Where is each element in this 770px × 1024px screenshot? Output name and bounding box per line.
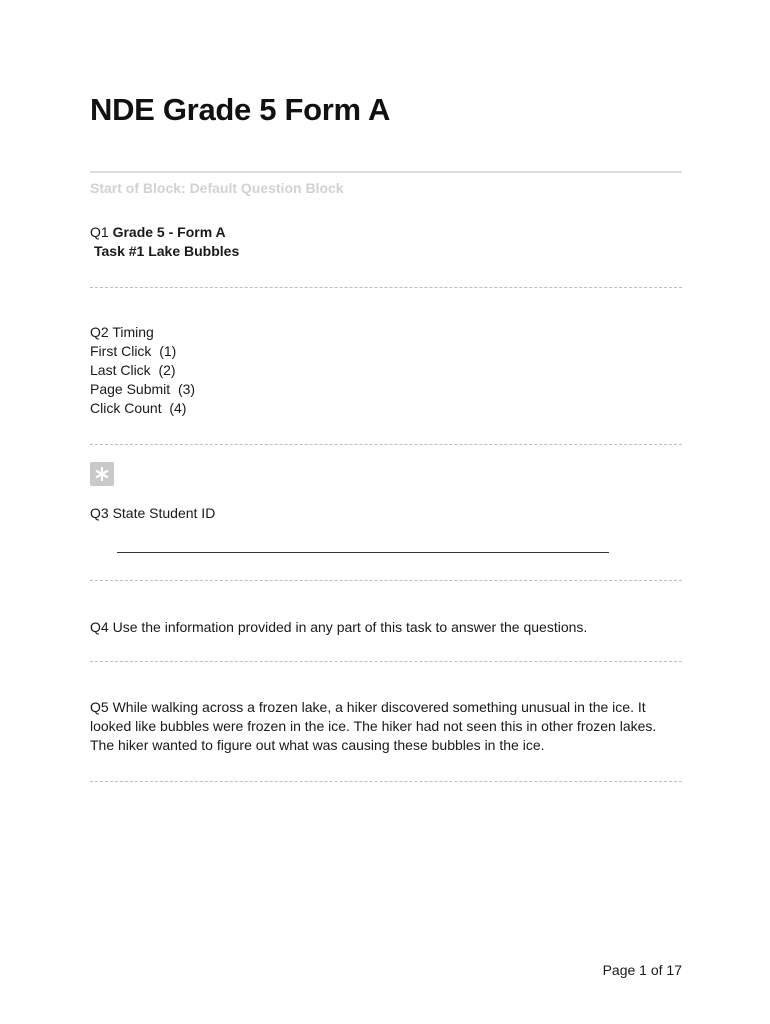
required-asterisk-icon: [90, 462, 114, 486]
q2-number: Q2: [90, 324, 109, 340]
timing-item-first-click: First Click (1): [90, 343, 177, 359]
timing-item-last-click: Last Click (2): [90, 362, 176, 378]
question-q1: [90, 223, 239, 261]
q1-heading: [90, 223, 239, 242]
q5-text: While walking across a frozen lake, a hiker discovered something unusual in the ice. It looked like bubbles were frozen in the ice. The hiker had not seen this in other frozen lakes. The hiker wanted to figure out what was causing these bubbles in the ice.: [90, 699, 657, 753]
timing-item-page-submit: Page Submit (3): [90, 381, 196, 397]
q2-heading: [90, 323, 195, 342]
question-separator: [90, 444, 682, 445]
q1-number: Q1: [90, 224, 109, 240]
q1-title: Grade 5 - Form A: [112, 224, 226, 240]
q3-number: Q3: [90, 505, 109, 521]
question-separator: [90, 781, 682, 782]
timing-item-click-count: Click Count (4): [90, 400, 187, 416]
page-number: Page 1 of 17: [602, 962, 682, 978]
question-q2: [90, 323, 195, 418]
q2-label: Timing: [112, 324, 154, 340]
q4-text: Use the information provided in any part of this task to answer the questions.: [112, 619, 588, 635]
q3-label: State Student ID: [112, 505, 216, 521]
q4-number: Q4: [90, 619, 109, 635]
q5-number: Q5: [90, 699, 109, 715]
question-q3: [90, 504, 215, 523]
q1-subtitle-row: [90, 242, 239, 261]
q1-subtitle: Task #1 Lake Bubbles: [94, 243, 240, 259]
question-q4: [90, 618, 587, 637]
student-id-input[interactable]: [117, 552, 609, 553]
page-title: NDE Grade 5 Form A: [90, 92, 391, 127]
question-q5: [90, 698, 682, 755]
block-start-label: Start of Block: Default Question Block: [90, 180, 344, 196]
question-separator: [90, 580, 682, 581]
question-separator: [90, 287, 682, 288]
block-divider: [90, 171, 682, 173]
question-separator: [90, 661, 682, 662]
